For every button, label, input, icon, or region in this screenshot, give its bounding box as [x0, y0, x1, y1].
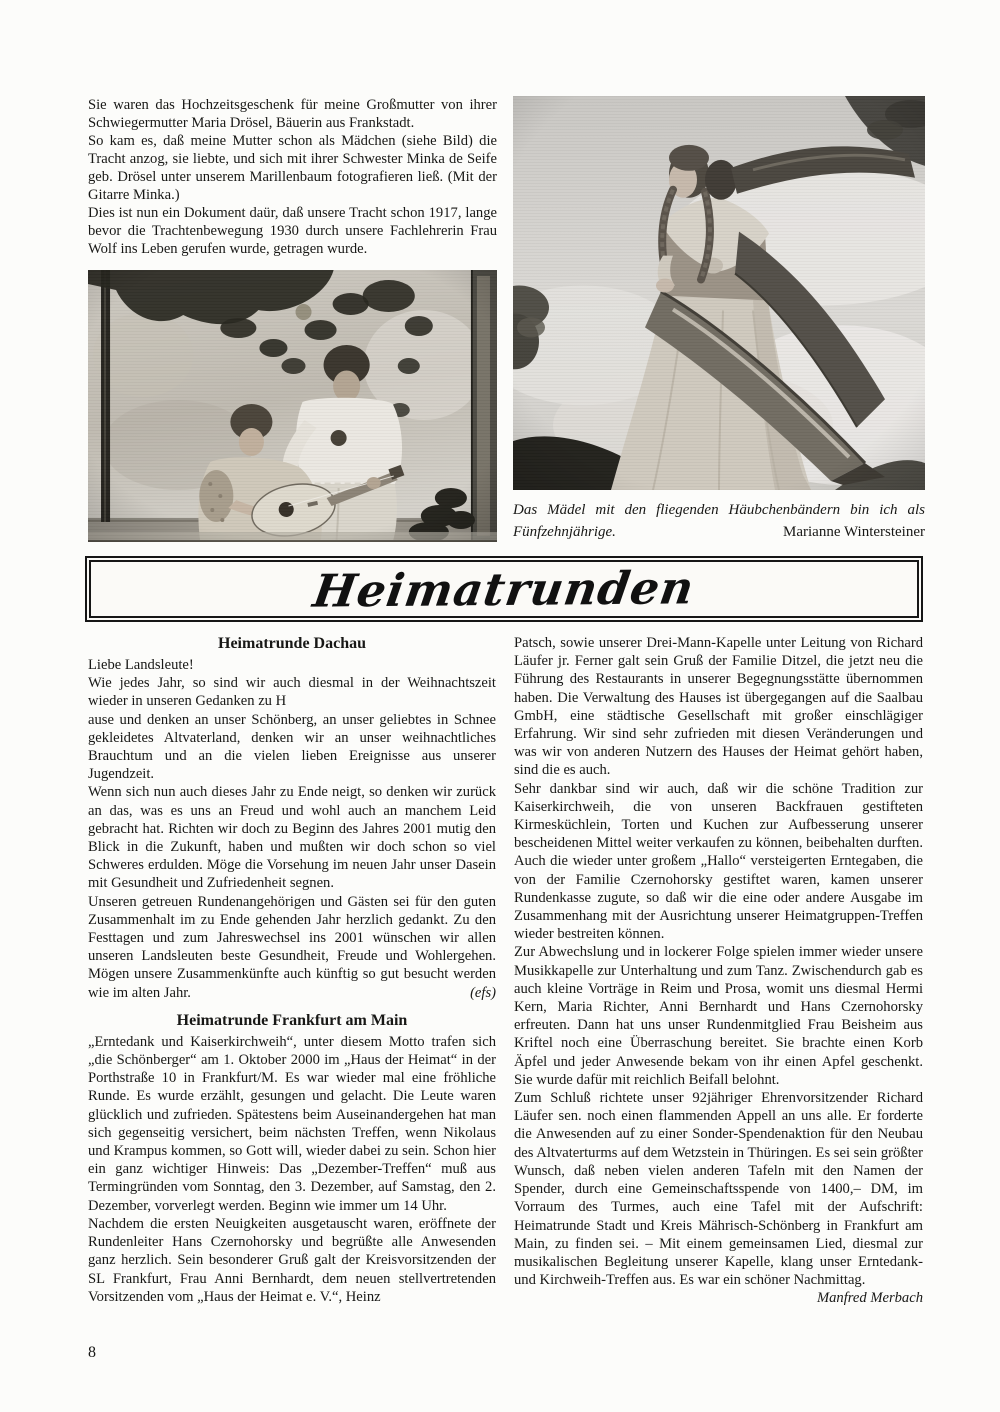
article-paragraph-text: Zum Schluß richtete unser 92jähriger Ehrenvorsitzender Richard Läufer sen. noch einen flammenden Appell an uns alle. Er forderte die Anwesenden auf zu einer Sonder-Spendenaktion für den Neubau des Altvaterturms auf dem Wetzstein in Thüringen. Es sei sein größter Wunsch, daß neben vielen anderen Tafeln mit den Namen der Spender, durch eine Gemeinschaftsspende von 1400,– DM, im Vorraum des Turmes, auch eine Tafel mit der Aufschrift: Heimatrunde Stadt und Kreis Mährisch-Schönberg in Frankfurt am Main, zu finden sei. – Mit einem gemeinsamen Lied, diesmal zur musikalischen Begleitung unserer Kapelle, klang unser Erntedank- und Kirchweih-Treffen aus. Es war ein schöner Nachmittag. — [514, 1090, 923, 1289]
photo-two-girls-with-guitar — [88, 270, 497, 542]
intro-paragraph: Sie waren das Hochzeitsgeschenk für meine Großmutter von ihrer Schwiegermutter Maria Drösel, Bäuerin aus Frankstadt. — [88, 97, 497, 131]
article-paragraph: Liebe Landsleute! — [88, 657, 194, 673]
caption-credit: Marianne Wintersteiner — [783, 524, 925, 540]
article-paragraph: „Erntedank und Kaiserkirchweih“, unter diesem Motto trafen sich „die Schönberger“ am 1. Oktober 2000 im „Haus der Heimat“ in der Porthstraße 10 in Frankfurt/M. Es war wieder mal eine fröhliche Runde. Es wurde erzählt, gesungen und gelacht. Die Leute waren glücklich und zufrieden. Spätestens beim Auseinandergehen hat man sich gegenseitig versichert, beim nächsten Treffen, wenn Nikolaus und Krampus kommen, so Gott will, wieder dabei zu sein. Schon hier ein ganz wichtiger Hinweis: Das „Dezember-Treffen“ muß aus Termingründen vom Sonntag, den 3. Dezember, auf Samstag, den 2. Dezember, vorverlegt werden. Beginn wie immer um 14 Uhr. — [88, 1033, 496, 1214]
author-name: Manfred Merbach — [816, 1290, 923, 1307]
caption-text: Das Mädel mit den fliegenden Häubchenbändern bin ich als — [513, 502, 925, 518]
banner-title: Heimatrunden — [309, 560, 699, 618]
article-paragraph: Sehr dankbar sind wir auch, daß wir die schöne Tradition zur Kaiserkirchweih, die von unseren Backfrauen gestifteten Kirmesküchlein, Torten und Kuchen zur Aufbesserung unserer bescheidenen Mittel weiter verkaufen zu können, beibehalten durften. Auch die wieder unter großem „Hallo“ versteigerten Erntegaben, die von der Familie Czernohorsky gestiftet waren, kamen unserer Rundenkasse zugute, so daß wir die eine oder andere Ausgabe im Zusammenhang mit der Ausrichtung unserer Heimatgruppen-Treffen wieder bestreiten können. — [514, 780, 923, 943]
intro-paragraph: Dies ist nun ein Dokument daür, daß unsere Tracht schon 1917, lange bevor die Trachtenbewegung 1930 durch unsere Fachlehrerin Frau Wolf ins Leben gerufen wurde, getragen wurde. — [88, 205, 497, 257]
article-paragraph: Patsch, sowie unserer Drei-Mann-Kapelle unter Leitung von Richard Läufer jr. Ferner galt sein Gruß der Familie Ditzel, die jetzt neu die Führung des Restaurants in unserer Begegnungsstätte übernommen haben. Die Verwaltung des Hauses ist übergegangen auf die Saalbau GmbH, eine städtische Gesellschaft mit großer einschlägiger Erfahrung. Wir sind sehr zufrieden mit diesen Veränderungen und was wir von anderen Nutzern des Hauses der Heimat gehört haben, sind die es auch. — [514, 635, 923, 779]
article-paragraph: Wenn sich nun auch dieses Jahr zu Ende neigt, so denken wir zurück an das, was es uns an Freud und wohl auch an manchem Leid gebracht hat. Richten wir doch zu Beginn des Jahres 2001 mutig den Blick in die Zukunft, haben und mußten wir doch schon so viel Schweres erdulden. Möge die Vorsehung im neuen Jahr unser Dasein mit Gesundheit und Zufriedenheit segnen. — [88, 784, 496, 892]
intro-paragraph: So kam es, daß meine Mutter schon als Mädchen (siehe Bild) die Tracht anzog, sie liebte, und sich mit ihrer Schwester Minka de Seife geb. Drösel unter unserem Marillenbaum fotografieren ließ. (Mit der Gitarre Minka.) — [88, 133, 497, 203]
article-paragraph: ause und denken an unser Schönberg, an unser geliebtes in Schnee gekleidetes Altvaterland, denken wir an unser weihnachtliches Brauchtum und an die vielen lieben Ereignisse aus unserer Jugendzeit. — [88, 711, 496, 783]
article-column-left — [88, 634, 496, 1306]
article-paragraph: Nachdem die ersten Neuigkeiten ausgetauscht waren, eröffnete der Rundenleiter Hans Czernohorsky und begrüßte alle Anwesenden ganz herzlich. Sein besonderer Gruß galt der Kreisvorsitzenden der SL Frankfurt, Frau Anni Bernhardt, dem neuen stellvertretenden Vorsitzenden vom „Haus der Heimat e. V.“, Heinz — [88, 1215, 496, 1305]
heading-heimatrunde-frankfurt: Heimatrunde Frankfurt am Main — [176, 1011, 408, 1029]
photo-right-illustration — [513, 96, 925, 490]
heading-heimatrunde-dachau: Heimatrunde Dachau — [218, 635, 366, 652]
page-number: 8 — [88, 1344, 96, 1361]
photo-caption — [513, 499, 925, 543]
article-paragraph: Zur Abwechslung und in lockerer Folge spielen immer wieder unsere Musikkapelle zur Unterhaltung und zum Tanz. Zwischendurch gab es auch kleine Vorträge in Reim und Prosa, womit uns diesmal Hermi Kern, Maria Richter, Anni Bernhardt und Hans Czernohorsky erfreuten. Dann hat uns unser Rundenmitglied Frau Beisheim aus Kriftel noch eine Überraschung bereitet. Sie brachte einen Korb Äpfel und jeder Anwesende bekam von ihr einen Apfel geschenkt. Sie wurde dafür mit reichlich Beifall belohnt. — [514, 944, 923, 1088]
author-initials: (efs) — [470, 984, 496, 1001]
article-paragraph-text: Unseren getreuen Rundenangehörigen und Gästen sei für den guten Zusammenhalt im zu Ende gehenden Jahr herzlich gedankt. Zu den Festtagen und zum Jahreswechsel ins 2001 wünschen wir allen unseren Landsleuten beste Gesundheit, Freude und Wohlergehen. Mögen unsere Zusammenkünfte auch künftig so gut besucht werden wie im alten Jahr. — [88, 893, 496, 1001]
article-paragraph — [514, 1089, 923, 1307]
article-paragraph — [88, 893, 496, 1002]
caption-second-line — [513, 521, 925, 543]
article-paragraph: Wie jedes Jahr, so sind wir auch diesmal in der Weihnachtszeit wieder in unseren Gedanken zu H — [88, 675, 496, 710]
caption-text-continued: Fünfzehnjährige. — [513, 524, 616, 540]
photo-left-illustration — [88, 270, 497, 542]
intro-text-block — [88, 96, 497, 258]
photo-girl-in-tracht — [513, 96, 925, 490]
section-banner — [85, 556, 923, 622]
article-column-right — [514, 634, 923, 1308]
